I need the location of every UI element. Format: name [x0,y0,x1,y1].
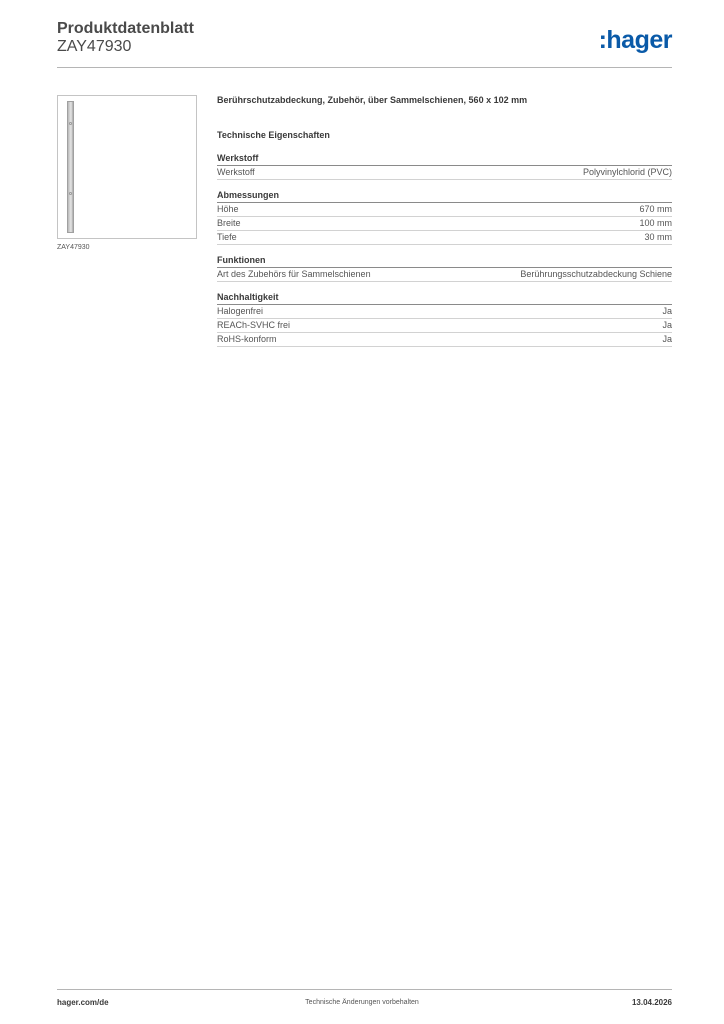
spec-value: Ja [662,306,672,316]
footer-website: hager.com/de [57,998,109,1007]
logo-colon-icon: : [598,26,607,54]
group-title-nachhaltigkeit: Nachhaltigkeit [217,292,672,305]
spec-value: Polyvinylchlorid (PVC) [582,167,672,177]
spec-row [217,305,672,319]
spec-label: Art des Zubehörs für Sammelschienen [217,269,371,279]
spec-row [217,333,672,347]
spec-row [217,166,672,180]
document-title: Produktdatenblatt [57,20,194,37]
spec-row [217,217,672,231]
spec-row [217,319,672,333]
spec-row [217,231,672,245]
spec-value: Berührungsschutzabdeckung Schiene [520,269,672,279]
spec-label: RoHS-konform [217,334,277,344]
product-description: Berührschutzabdeckung, Zubehör, über Sammelschienen, 560 x 102 mm [217,95,528,105]
spec-label: Tiefe [217,232,237,242]
spec-label: REACh-SVHC frei [217,320,291,330]
spec-value: Ja [662,320,672,330]
spec-label: Höhe [217,204,239,214]
spec-value: Ja [662,334,672,344]
spec-label: Breite [217,218,241,228]
spec-row [217,268,672,282]
product-image [57,95,197,239]
logo-text: hager [606,26,672,54]
section-heading: Technische Eigenschaften [217,130,330,140]
spec-row [217,203,672,217]
spec-value: 100 mm [639,218,672,228]
spec-value: 670 mm [639,204,672,214]
group-title-funktionen: Funktionen [217,255,672,268]
spec-content [217,95,672,347]
busbar-cover-rail-icon [67,101,74,233]
footer-divider [57,989,672,990]
product-code: ZAY47930 [57,38,132,55]
footer-date: 13.04.2026 [631,998,672,1007]
footer-note: Technische Änderungen vorbehalten [305,999,419,1006]
group-title-abmessungen: Abmessungen [217,190,672,203]
spec-label: Halogenfrei [217,306,264,316]
group-title-werkstoff: Werkstoff [217,153,672,166]
spec-label: Werkstoff [217,167,255,177]
spec-value: 30 mm [644,232,672,242]
image-caption: ZAY47930 [57,244,90,251]
hager-logo [599,26,672,55]
rail-hole-icon [69,122,72,125]
header-divider [57,67,672,68]
rail-hole-icon [69,192,72,195]
